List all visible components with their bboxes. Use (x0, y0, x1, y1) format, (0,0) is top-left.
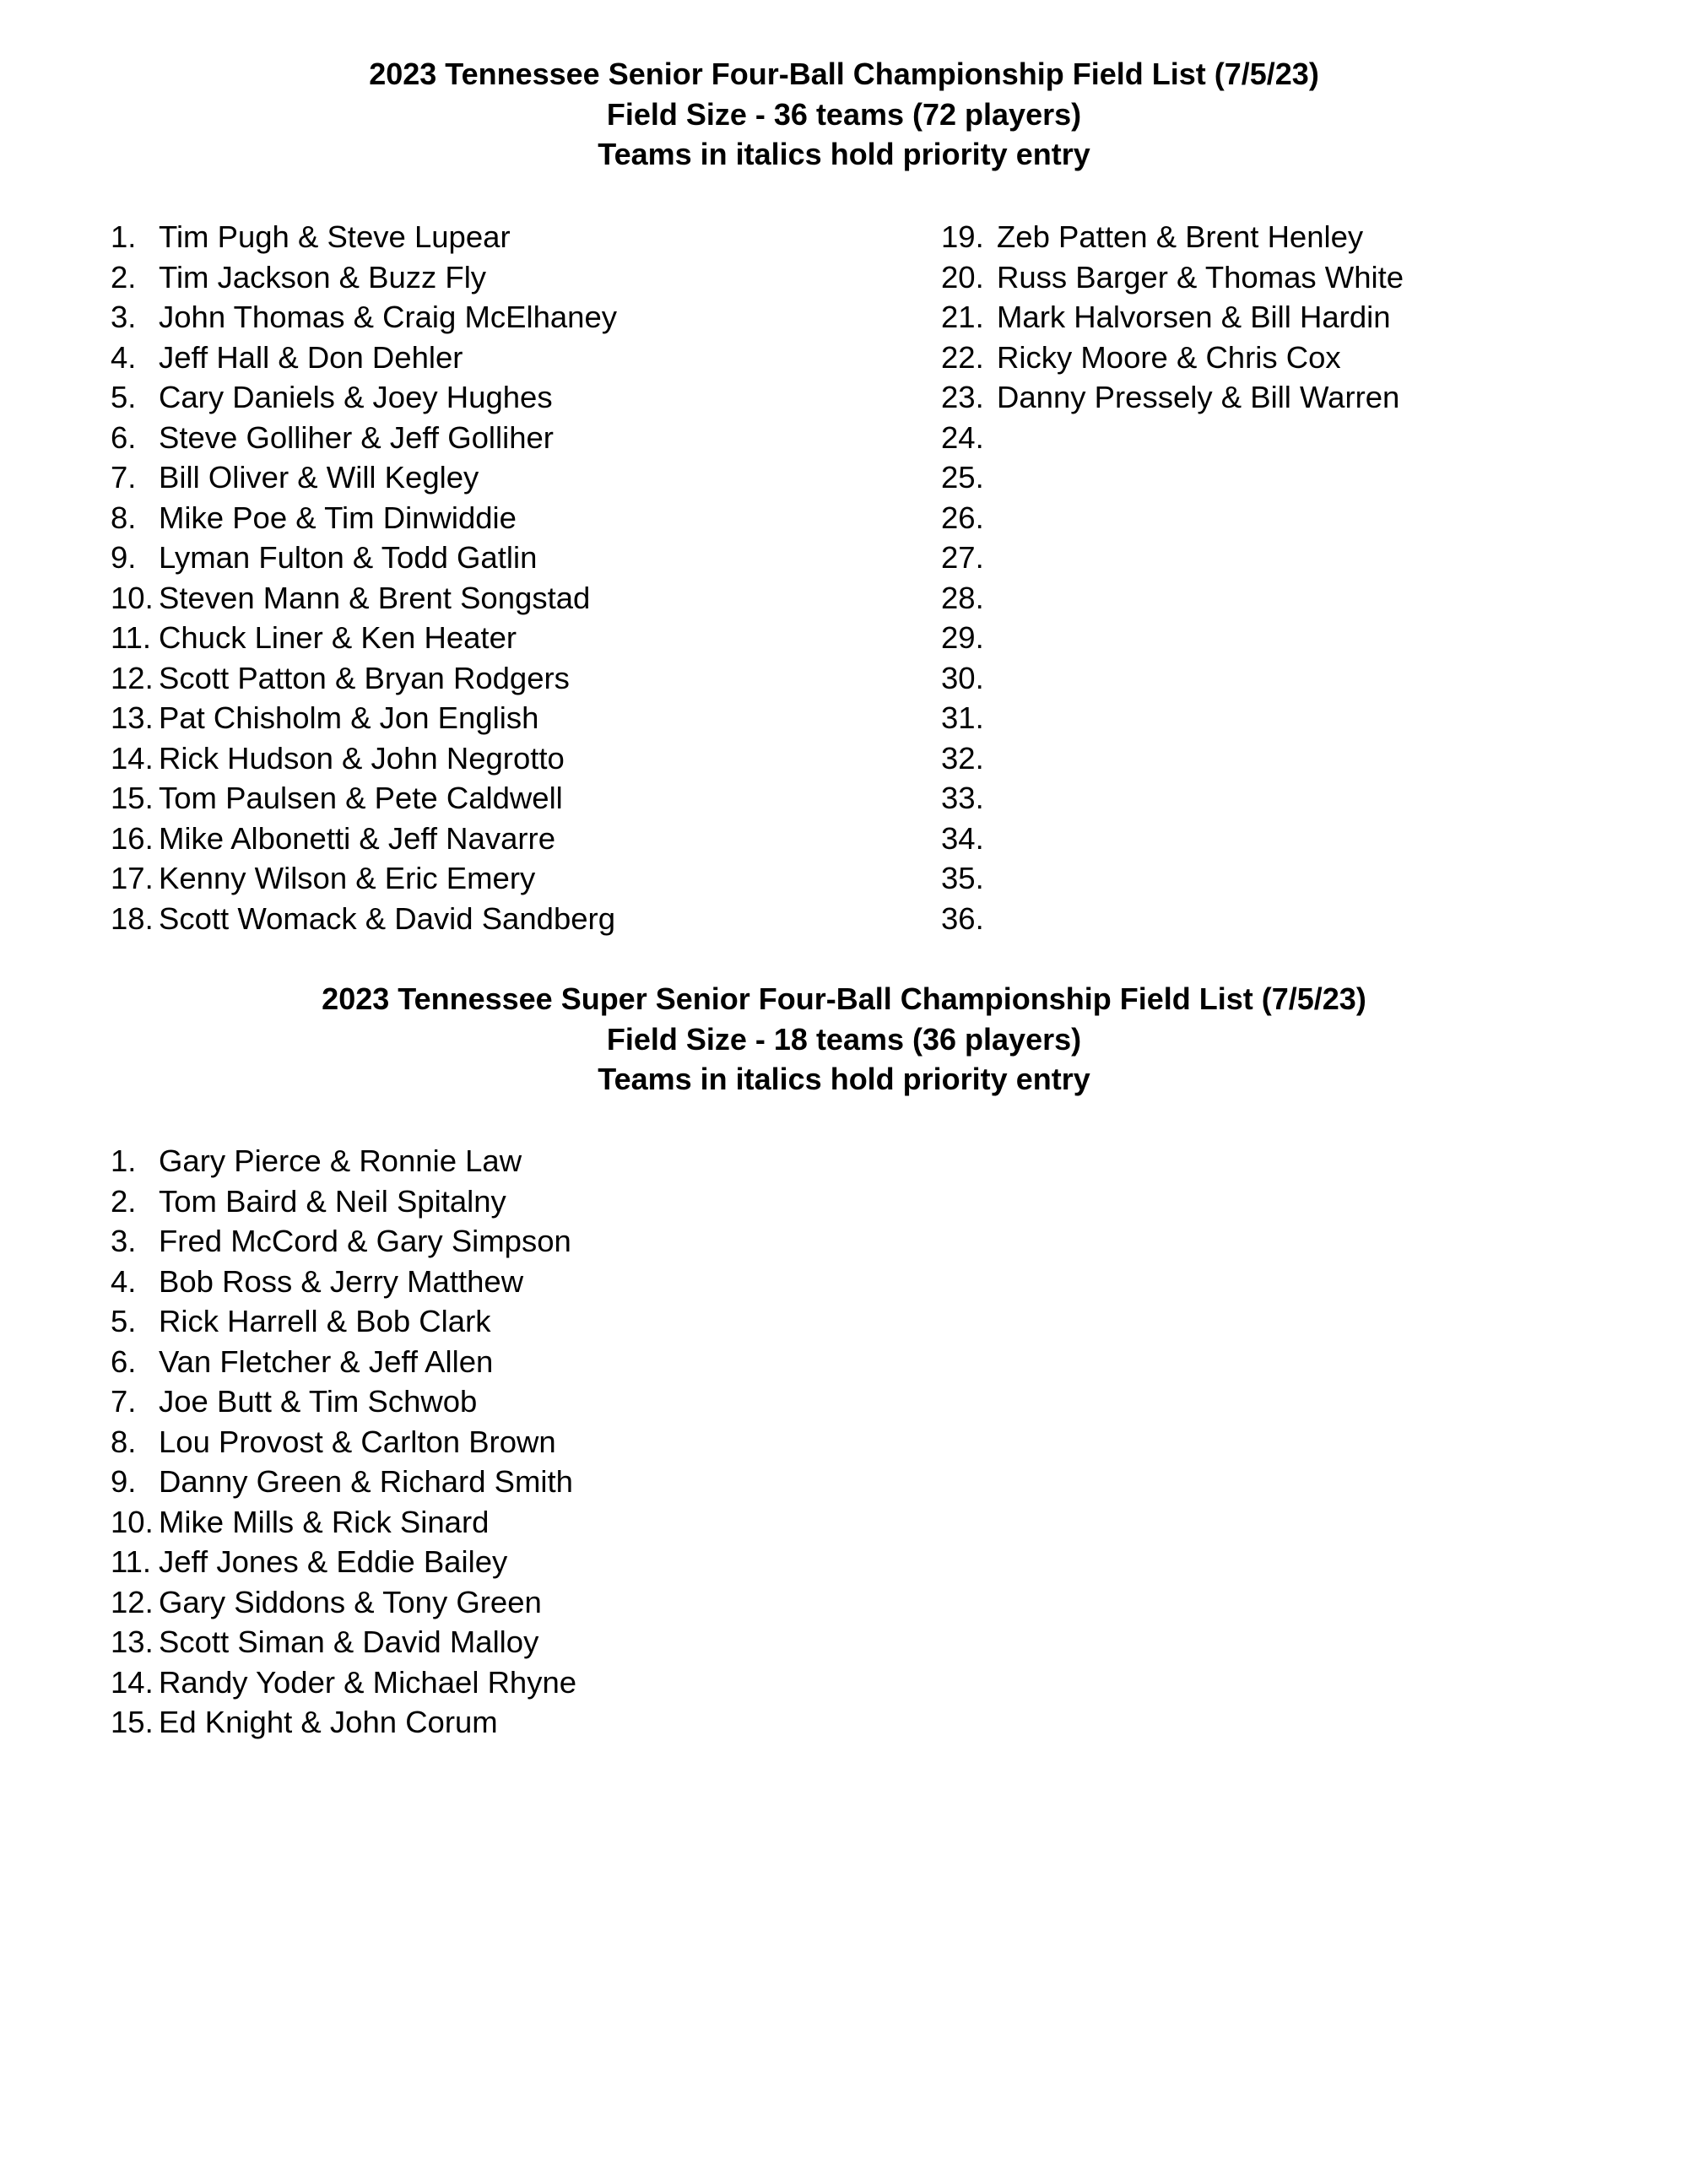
team-names: Ricky Moore & Chris Cox (997, 339, 1341, 375)
team-number: 33. (941, 781, 984, 815)
team-names: Danny Green & Richard Smith (159, 1464, 573, 1499)
team-number: 10. (111, 580, 154, 615)
team-number: 20. (941, 259, 984, 295)
team-number: 8. (111, 500, 137, 535)
team-number: 25. (941, 460, 984, 495)
team-names: Bill Oliver & Will Kegley (159, 460, 479, 495)
team-names: Gary Pierce & Ronnie Law (159, 1143, 522, 1178)
team-names: Mike Mills & Rick Sinard (159, 1504, 490, 1539)
team-names: Fred McCord & Gary Simpson (159, 1224, 571, 1258)
team-names: Van Fletcher & Jeff Allen (159, 1343, 494, 1379)
team-names: Scott Womack & David Sandberg (159, 900, 615, 936)
team-number: 23. (941, 380, 984, 414)
team-number: 3. (111, 300, 137, 334)
team-names: Lyman Fulton & Todd Gatlin (159, 540, 538, 575)
team-number: 6. (111, 1343, 137, 1379)
team-number: 26. (941, 500, 984, 535)
team-number: 4. (111, 1263, 137, 1299)
super-senior-priority-note: Teams in italics hold priority entry (598, 1062, 1090, 1096)
team-number: 31. (941, 700, 984, 735)
senior-priority-note: Teams in italics hold priority entry (598, 137, 1090, 171)
team-names: Pat Chisholm & Jon English (159, 700, 539, 735)
team-number: 12. (111, 1584, 154, 1619)
team-number: 9. (111, 1464, 137, 1499)
team-names: Mike Poe & Tim Dinwiddie (159, 500, 517, 535)
team-number: 24. (941, 419, 984, 455)
team-names: Mike Albonetti & Jeff Navarre (159, 820, 555, 856)
team-names: Zeb Patten & Brent Henley (997, 219, 1364, 254)
team-names: Jeff Jones & Eddie Bailey (159, 1544, 508, 1579)
team-number: 19. (941, 219, 984, 254)
team-names: Lou Provost & Carlton Brown (159, 1424, 556, 1459)
team-names: Randy Yoder & Michael Rhyne (159, 1664, 577, 1700)
team-number: 30. (941, 660, 984, 695)
team-number: 18. (111, 900, 154, 936)
team-number: 32. (941, 740, 984, 776)
team-number: 21. (941, 300, 984, 334)
team-names: Tim Pugh & Steve Lupear (159, 219, 511, 254)
team-names: Jeff Hall & Don Dehler (159, 339, 463, 375)
team-names: Mark Halvorsen & Bill Hardin (997, 300, 1391, 334)
team-names: Tim Jackson & Buzz Fly (159, 259, 487, 295)
team-number: 8. (111, 1424, 137, 1459)
team-names: Russ Barger & Thomas White (997, 259, 1404, 295)
team-number: 1. (111, 1143, 137, 1178)
team-number: 22. (941, 339, 984, 375)
super-senior-field-size: Field Size - 18 teams (36 players) (606, 1021, 1082, 1057)
team-number: 27. (941, 540, 984, 575)
team-number: 2. (111, 259, 137, 295)
team-names: Rick Harrell & Bob Clark (159, 1304, 491, 1338)
team-number: 34. (941, 820, 984, 856)
team-names: Chuck Liner & Ken Heater (159, 620, 517, 655)
team-number: 28. (941, 580, 984, 615)
team-number: 11. (111, 1544, 152, 1579)
senior-title: 2023 Tennessee Senior Four-Ball Championship Field List (7/5/23) (369, 57, 1319, 91)
team-number: 2. (111, 1183, 137, 1219)
team-number: 5. (111, 380, 137, 414)
team-names: Scott Patton & Bryan Rodgers (159, 660, 570, 695)
team-number: 11. (111, 620, 152, 655)
super-senior-header (0, 979, 1688, 1100)
team-number: 7. (111, 460, 137, 495)
team-number: 17. (111, 861, 154, 895)
team-names: Scott Siman & David Malloy (159, 1624, 539, 1659)
team-names: Steve Golliher & Jeff Golliher (159, 419, 554, 455)
team-names: Steven Mann & Brent Songstad (159, 580, 591, 615)
team-number: 6. (111, 419, 137, 455)
team-number: 13. (111, 1624, 154, 1659)
team-names: Tom Paulsen & Pete Caldwell (159, 781, 563, 815)
team-number: 5. (111, 1304, 137, 1338)
team-number: 12. (111, 660, 154, 695)
team-names: Danny Pressely & Bill Warren (997, 380, 1400, 414)
team-names: Tom Baird & Neil Spitalny (159, 1183, 506, 1219)
team-number: 14. (111, 740, 154, 776)
team-names: Gary Siddons & Tony Green (159, 1584, 542, 1619)
team-number: 16. (111, 820, 154, 856)
senior-header (0, 54, 1688, 175)
team-number: 3. (111, 1224, 137, 1258)
team-number: 15. (111, 781, 154, 815)
team-names: Kenny Wilson & Eric Emery (159, 861, 536, 895)
team-names: Joe Butt & Tim Schwob (159, 1384, 478, 1419)
team-number: 13. (111, 700, 154, 735)
team-number: 9. (111, 540, 137, 575)
team-names: John Thomas & Craig McElhaney (159, 300, 618, 334)
super-senior-title: 2023 Tennessee Super Senior Four-Ball Championship Field List (7/5/23) (322, 981, 1366, 1016)
team-number: 7. (111, 1384, 137, 1419)
team-names: Cary Daniels & Joey Hughes (159, 380, 553, 414)
team-number: 4. (111, 339, 137, 375)
team-number: 29. (941, 620, 984, 655)
team-number: 10. (111, 1504, 154, 1539)
team-number: 1. (111, 219, 137, 254)
team-number: 36. (941, 900, 984, 936)
team-number: 35. (941, 861, 984, 895)
team-number: 15. (111, 1705, 154, 1739)
team-names: Bob Ross & Jerry Matthew (159, 1263, 524, 1299)
team-names: Rick Hudson & John Negrotto (159, 740, 565, 776)
team-names: Ed Knight & John Corum (159, 1705, 498, 1739)
team-number: 14. (111, 1664, 154, 1700)
senior-field-size: Field Size - 36 teams (72 players) (606, 96, 1082, 132)
